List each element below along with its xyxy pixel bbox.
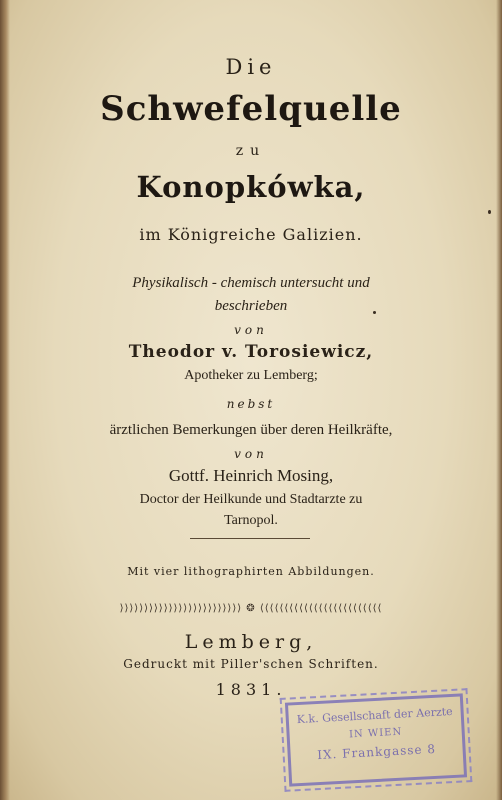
- region-line: im Königreiche Galizien.: [139, 225, 363, 244]
- ink-speck: [373, 311, 376, 314]
- illustrations-note: Mit vier lithographirten Abbildungen.: [127, 565, 375, 578]
- author-1-role: Apotheker zu Lemberg;: [184, 368, 318, 383]
- imprint-city: Lemberg,: [184, 631, 318, 653]
- author-2-name: Gottf. Heinrich Mosing,: [168, 466, 334, 485]
- by-line-2: von: [234, 447, 268, 461]
- subtitle-line-2: beschrieben: [214, 298, 288, 314]
- ink-speck: [488, 210, 491, 214]
- subtitle-line-1: Physikalisch - chemisch untersucht und: [132, 275, 370, 291]
- place-name: Konopkówka,: [136, 170, 366, 204]
- library-stamp: [285, 693, 467, 786]
- divider-rule: [190, 538, 310, 539]
- by-line-1: von: [234, 323, 268, 337]
- nebst-line: nebst: [226, 397, 276, 411]
- stamp-line-3: IX. Frankgasse 8: [316, 741, 437, 763]
- title-zu: zu: [235, 143, 267, 159]
- stamp-line-2: IN WIEN: [348, 726, 403, 741]
- medical-notes-line: ärztlichen Bemerkungen über deren Heilkräfte,: [109, 422, 393, 438]
- imprint-printer: Gedruckt mit Piller'schen Schriften.: [123, 657, 379, 671]
- book-title: Schwefelquelle: [100, 89, 402, 129]
- stamp-line-1: K.k. Gesellschaft der Aerzte: [296, 704, 453, 727]
- author-1-name: Theodor v. Torosiewicz,: [128, 342, 374, 362]
- imprint-year: 1831.: [215, 680, 287, 699]
- ornamental-border: ⟩⟩⟩⟩⟩⟩⟩⟩⟩⟩⟩⟩⟩⟩⟩⟩⟩⟩⟩⟩⟩⟩⟩⟩⟩ ❂ ⟨⟨⟨⟨⟨⟨⟨⟨⟨⟨⟨⟨⟨⟨⟨⟨⟨⟨⟨⟨⟨⟨⟨⟨⟨: [119, 603, 383, 614]
- author-2-role-line-2: Tarnopol.: [224, 513, 278, 528]
- title-die: Die: [225, 55, 277, 79]
- author-2-role-line-1: Doctor der Heilkunde und Stadtarzte zu: [139, 492, 363, 507]
